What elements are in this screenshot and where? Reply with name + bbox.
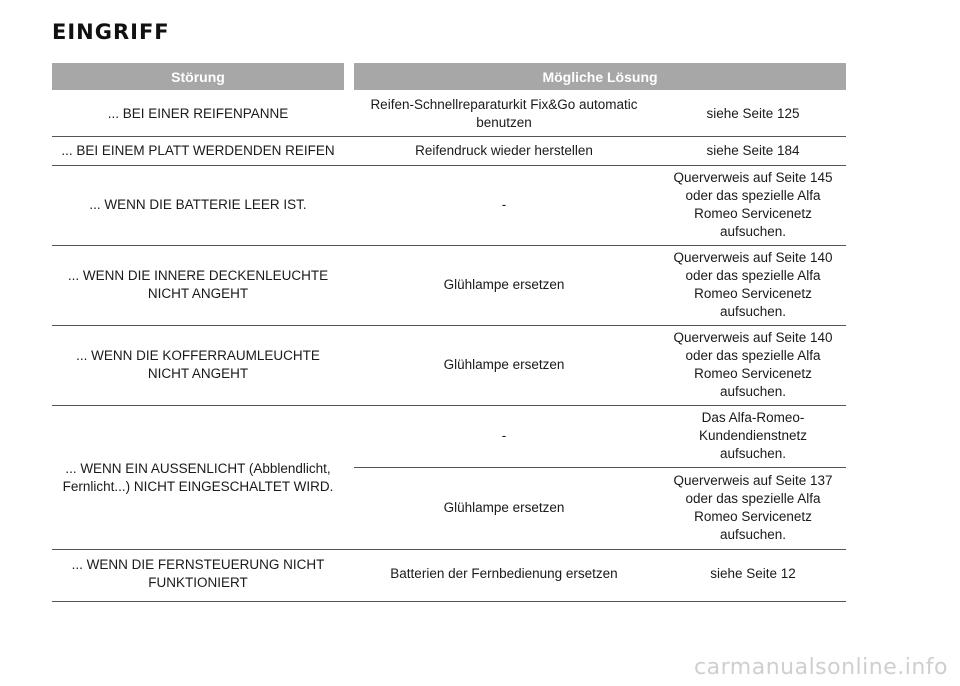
row5-problem: ... WENN DIE KOFFERRAUMLEUCHTE NICHT ANGEHT: [76, 348, 320, 381]
row6-problem: ... WENN EIN AUSSENLICHT (Abblendlicht, Fernlicht...) NICHT EINGESCHALTET WIRD.: [62, 460, 334, 494]
header-stoerung: Störung: [52, 63, 344, 90]
row7-reference: siehe Seite 12: [710, 566, 796, 581]
row1-solution: Reifen-Schnellreparaturkit Fix&Go automatic benutzen: [370, 96, 638, 130]
row1-problem: ... BEI EINER REIFENPANNE: [107, 105, 289, 121]
row7-problem: ... WENN DIE FERNSTEUERUNG NICHT FUNKTIONIERT: [71, 557, 325, 590]
row3-solution: -: [501, 197, 507, 212]
row6a-reference: Das Alfa-Romeo- Kundendienstnetz aufsuchen.: [698, 410, 808, 461]
row6a-solution: -: [501, 428, 507, 443]
page-title: EINGRIFF: [52, 20, 170, 44]
row4-solution: Glühlampe ersetzen: [443, 277, 565, 292]
row3-problem: ... WENN DIE BATTERIE LEER IST.: [89, 197, 307, 212]
row2-solution: Reifendruck wieder herstellen: [415, 143, 593, 158]
row1-reference: siehe Seite 125: [706, 105, 800, 121]
header-moegliche-loesung: Mögliche Lösung: [354, 63, 846, 90]
row6b-solution: Glühlampe ersetzen: [443, 500, 565, 515]
row7-solution: Batterien der Fernbedienung ersetzen: [390, 566, 618, 581]
row5-solution: Glühlampe ersetzen: [443, 357, 565, 372]
row4-reference: Querverweis auf Seite 140 oder das spezielle Alfa Romeo Servicenetz aufsuchen.: [673, 250, 833, 319]
row2-problem: ... BEI EINEM PLATT WERDENDEN REIFEN: [61, 143, 335, 158]
row2-reference: siehe Seite 184: [706, 143, 800, 158]
row6b-reference: Querverweis auf Seite 137 oder das spezielle Alfa Romeo Servicenetz aufsuchen.: [673, 473, 833, 542]
row4-problem: ... WENN DIE INNERE DECKENLEUCHTE NICHT ANGEHT: [67, 268, 329, 301]
table-bottom-border: [52, 601, 846, 602]
row5-reference: Querverweis auf Seite 140 oder das spezielle Alfa Romeo Servicenetz aufsuchen.: [673, 330, 833, 399]
watermark-text: carmanualsonline.info: [694, 655, 948, 680]
row3-reference: Querverweis auf Seite 145 oder das spezielle Alfa Romeo Servicenetz aufsuchen.: [673, 170, 833, 239]
